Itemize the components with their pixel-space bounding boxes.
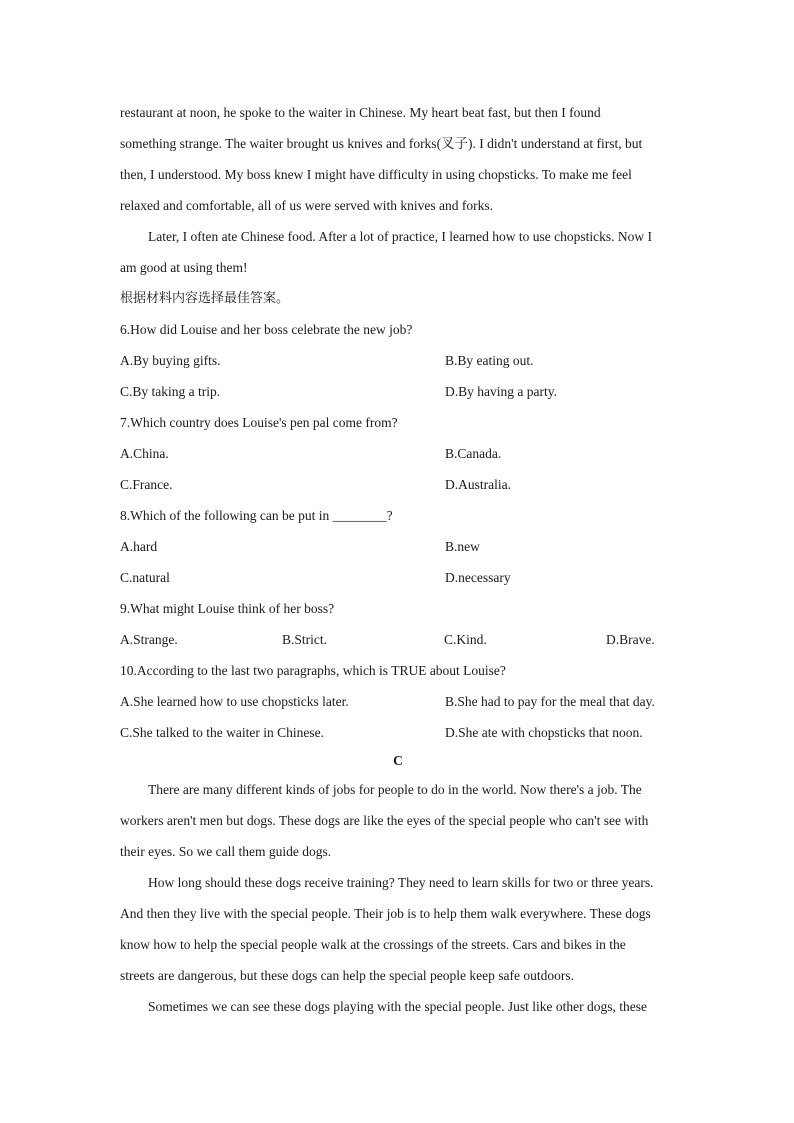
question-6 bbox=[120, 314, 676, 407]
option-a[interactable]: A.Strange. bbox=[120, 632, 178, 647]
option-row bbox=[120, 469, 676, 500]
question-stem: 8.Which of the following can be put in ________? bbox=[120, 508, 393, 523]
question-stem: 10.According to the last two paragraphs, which is TRUE about Louise? bbox=[120, 663, 506, 678]
option-d[interactable]: D.By having a party. bbox=[445, 384, 557, 399]
question-8 bbox=[120, 500, 676, 593]
passage-line: relaxed and comfortable, all of us were served with knives and forks. bbox=[120, 198, 493, 213]
option-b[interactable]: B.By eating out. bbox=[445, 353, 534, 368]
passage-line: then, I understood. My boss knew I might have difficulty in using chopsticks. To make me feel bbox=[120, 167, 632, 182]
option-b[interactable]: B.Canada. bbox=[445, 446, 502, 461]
question-stem: 9.What might Louise think of her boss? bbox=[120, 601, 335, 616]
question-stem: 6.How did Louise and her boss celebrate the new job? bbox=[120, 322, 413, 337]
option-b[interactable]: B.new bbox=[445, 539, 480, 554]
passage-line: something strange. The waiter brought us knives and forks(叉子). I didn't understand at first, but bbox=[120, 136, 643, 151]
option-a[interactable]: A.hard bbox=[120, 539, 158, 554]
passage-line: streets are dangerous, but these dogs can help the special people keep safe outdoors. bbox=[120, 968, 574, 983]
option-a[interactable]: A.China. bbox=[120, 446, 169, 461]
passage-b-continued bbox=[120, 97, 676, 283]
passage-line: restaurant at noon, he spoke to the waiter in Chinese. My heart beat fast, but then I found bbox=[120, 105, 601, 120]
passage-line: How long should these dogs receive training? They need to learn skills for two or three years. bbox=[148, 875, 654, 890]
passage-heading: C bbox=[393, 753, 403, 768]
question-10 bbox=[120, 655, 676, 748]
option-row bbox=[120, 624, 676, 655]
instruction-text: 根据材料内容选择最佳答案。 bbox=[120, 291, 290, 306]
option-c[interactable]: C.Kind. bbox=[444, 632, 487, 647]
option-b[interactable]: B.She had to pay for the meal that day. bbox=[445, 694, 655, 709]
option-a[interactable]: A.She learned how to use chopsticks later. bbox=[120, 694, 349, 709]
option-c[interactable]: C.France. bbox=[120, 477, 173, 492]
option-d[interactable]: D.Australia. bbox=[445, 477, 511, 492]
question-9 bbox=[120, 593, 676, 655]
option-row bbox=[120, 562, 676, 593]
option-c[interactable]: C.By taking a trip. bbox=[120, 384, 221, 399]
option-a[interactable]: A.By buying gifts. bbox=[120, 353, 221, 368]
passage-line: And then they live with the special people. Their job is to help them walk everywhere. These dogs bbox=[120, 906, 651, 921]
passage-line: am good at using them! bbox=[120, 260, 248, 275]
option-row bbox=[120, 686, 676, 717]
passage-line: There are many different kinds of jobs for people to do in the world. Now there's a job. The bbox=[148, 782, 642, 797]
option-row bbox=[120, 531, 676, 562]
option-d[interactable]: D.She ate with chopsticks that noon. bbox=[445, 725, 643, 740]
question-7 bbox=[120, 407, 676, 500]
passage-line: Later, I often ate Chinese food. After a lot of practice, I learned how to use chopsticks. Now I bbox=[148, 229, 653, 244]
option-d[interactable]: D.necessary bbox=[445, 570, 511, 585]
passage-line: know how to help the special people walk at the crossings of the streets. Cars and bikes in the bbox=[120, 937, 626, 952]
option-row bbox=[120, 345, 676, 376]
option-row bbox=[120, 717, 676, 748]
passage-c bbox=[120, 748, 676, 1022]
option-c[interactable]: C.She talked to the waiter in Chinese. bbox=[120, 725, 324, 740]
question-stem: 7.Which country does Louise's pen pal come from? bbox=[120, 415, 398, 430]
option-c[interactable]: C.natural bbox=[120, 570, 170, 585]
option-row bbox=[120, 376, 676, 407]
passage-line: their eyes. So we call them guide dogs. bbox=[120, 844, 332, 859]
passage-line: Sometimes we can see these dogs playing with the special people. Just like other dogs, these bbox=[148, 999, 648, 1014]
option-b[interactable]: B.Strict. bbox=[282, 632, 328, 647]
option-row bbox=[120, 438, 676, 469]
option-d[interactable]: D.Brave. bbox=[606, 632, 655, 647]
document-page bbox=[120, 97, 676, 1022]
passage-line: workers aren't men but dogs. These dogs are like the eyes of the special people who can't see with bbox=[120, 813, 649, 828]
